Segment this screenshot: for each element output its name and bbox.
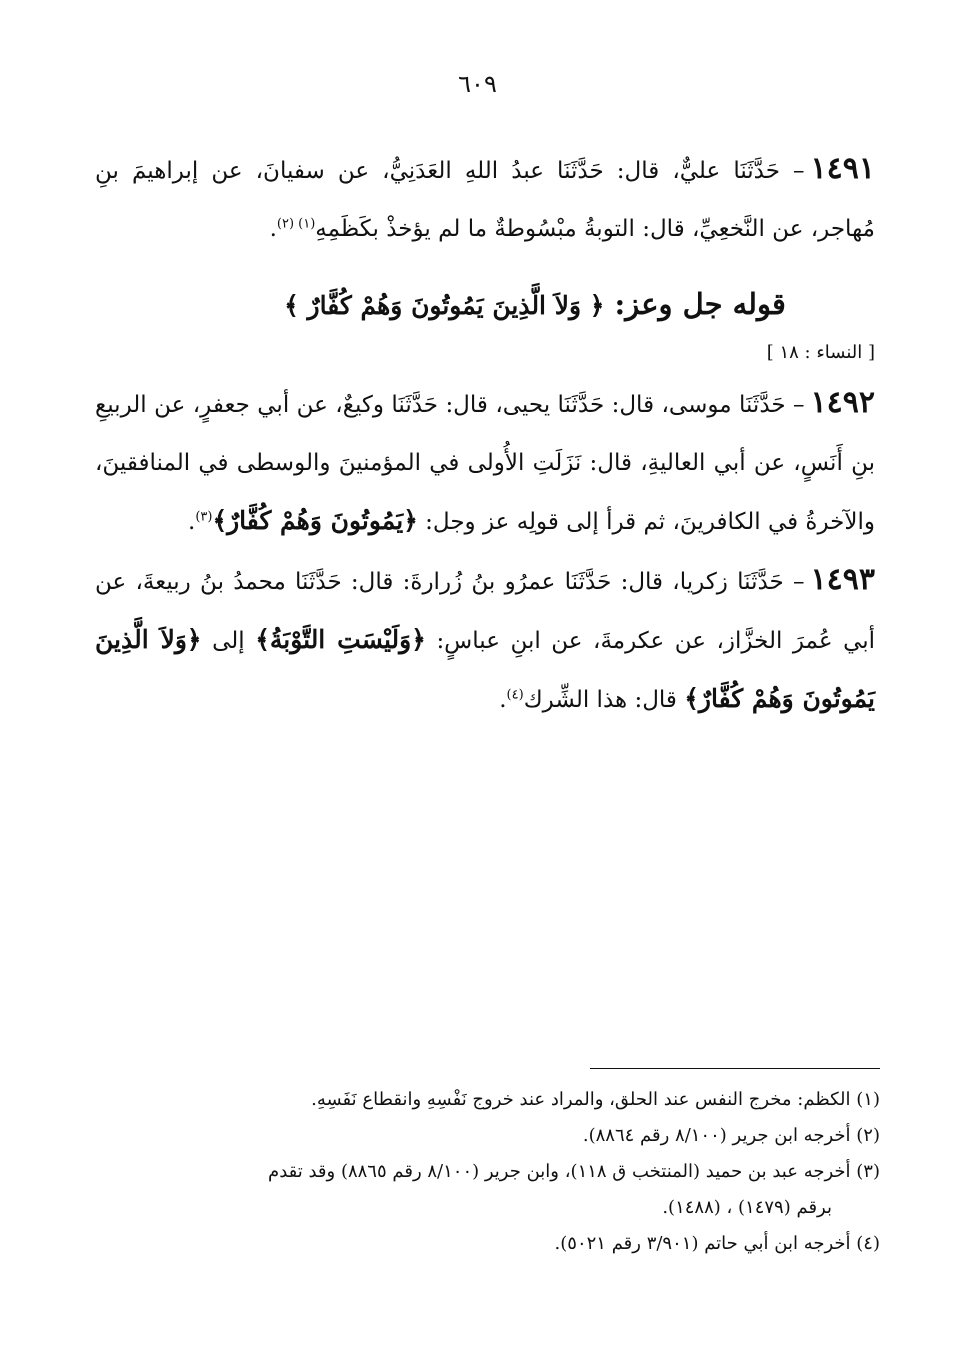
footnote-continuation: برقم (١٤٧٩) ، (١٤٨٨). — [662, 1197, 832, 1218]
footnote-text: الكظم: مخرج النفس عند الحلق، والمراد عند خروج نَفْسِهِ وانقطاع نَفَسِهِ. — [311, 1089, 851, 1110]
footnote-item — [105, 1082, 880, 1118]
hadith-text: – حَدَّثَنَا عليٌّ، قال: حَدَّثَنَا عبدُ اللهِ العَدَنِيُّ، عن سفيانَ، عن إبراهيمَ بنِ مُهاجر، عن النَّخعِيِّ، قال: التوبةُ مبْسُوطةٌ ما لم يؤخذْ بكَظَمِهِ — [95, 158, 875, 242]
footnote-item — [105, 1154, 880, 1190]
hadith-1492 — [95, 374, 875, 551]
hadith-end: . — [499, 687, 507, 713]
hadith-text: – حَدَّثَنَا زكريا، قال: حَدَّثَنَا عمرُو بنُ زُرارةَ: قال: حَدَّثَنَا محمدُ بنُ ربيعةَ، عن أبي عُمرَ الخزَّاز، عن عكرمةَ، عن ابنِ عباسٍ: — [95, 569, 876, 654]
footnote-marker: (٣) — [195, 509, 213, 525]
hadith-number: ١٤٩٢ — [810, 385, 875, 420]
verse-reference-text: [ النساء : ١٨ ] — [766, 342, 875, 363]
footnote-mark: (٤) — [856, 1233, 880, 1254]
hadith-number: ١٤٩٣ — [810, 562, 875, 597]
hadith-number: ١٤٩١ — [810, 151, 875, 186]
verse-reference — [95, 338, 875, 368]
footnote-text: أخرجه عبد بن حميد (المنتخب ق ١١٨)، وابن جرير (٨/١٠٠ رقم ٨٨٦٥) وقد تقدم — [268, 1161, 851, 1182]
quran-verse: ﴿يَمُوتُونَ وَهُمْ كُفَّارٌ﴾ — [212, 506, 418, 535]
footnote-text: أخرجه ابن جرير (٨/١٠٠ رقم ٨٨٦٤). — [582, 1125, 851, 1146]
hadith-tail: قال: هذا الشِّرك — [523, 687, 677, 713]
footnote-item — [105, 1226, 880, 1262]
footnote-mark: (٣) — [856, 1161, 880, 1182]
quran-verse: ﴿وَلَيْسَتِ التَّوْبَةُ﴾ — [255, 625, 426, 654]
heading-prefix: قوله جل وعز: — [614, 287, 786, 321]
section-heading — [95, 276, 875, 334]
hadith-1493 — [95, 551, 875, 729]
hadith-text: – حَدَّثَنَا موسى، قال: حَدَّثَنَا يحيى، قال: حَدَّثَنَا وكيعٌ، عن أبي جعفرٍ، عن الربيعِ بنِ أَنَسٍ، عن أبي العاليةِ، قال: نَزَلَتِ الأُولى في المؤمنينَ والوسطى في المنافقينَ، والآخرةُ في الكافرينَ، ثم قرأ إلى قولِه عز وجل: — [95, 392, 875, 535]
hadith-end: . — [188, 509, 196, 535]
hadith-1491 — [95, 140, 875, 258]
main-text — [95, 140, 875, 729]
footnote-text: أخرجه ابن أبي حاتم (٣/٩٠١ رقم ٥٠٢١). — [554, 1233, 851, 1254]
footnote-marker: (٤) — [506, 687, 524, 703]
footnote-mark: (٢) — [856, 1125, 880, 1146]
connector-text: إلى — [212, 628, 245, 654]
footnote-mark: (١) — [856, 1089, 880, 1110]
hadith-end: . — [269, 216, 277, 242]
heading-verse: ﴿ وَلاَ الَّذِينَ يَمُوتُونَ وَهُمْ كُفَّارٌ ﴾ — [284, 291, 605, 320]
footnote-divider — [590, 1068, 880, 1069]
page-number: ٦٠٩ — [458, 70, 497, 98]
footnotes — [105, 1082, 880, 1262]
footnote-marker: (١) (٢) — [276, 216, 316, 232]
footnote-item — [105, 1118, 880, 1154]
quran-verse: ﴿وَلاَ الَّذِينَ يَمُوتُونَ وَهُمْ كُفَّارٌ﴾ — [95, 625, 875, 713]
